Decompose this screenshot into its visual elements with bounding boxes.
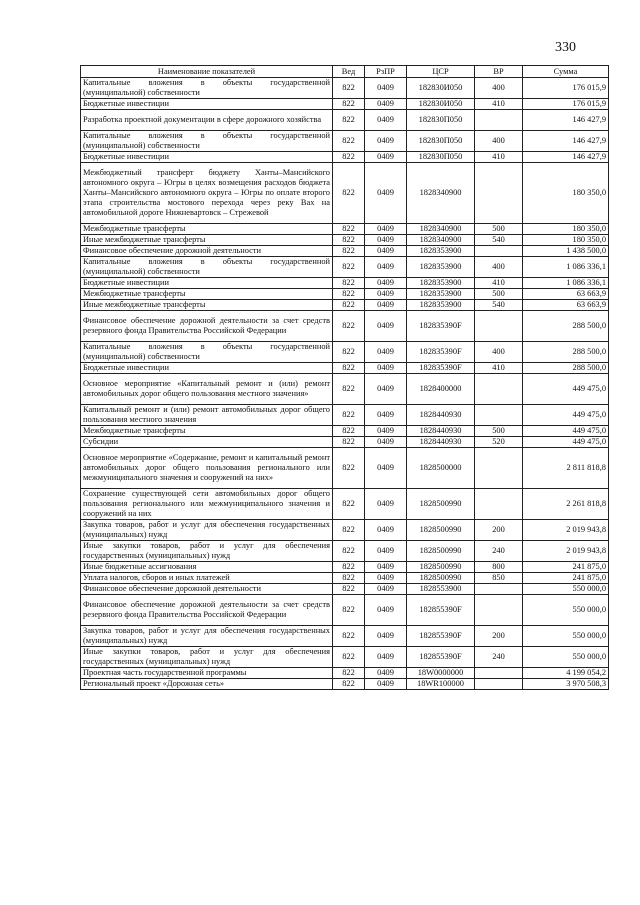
cell-vr: 500 [475, 224, 523, 235]
cell-vr: 410 [475, 99, 523, 110]
cell-vr [475, 668, 523, 679]
cell-ved: 822 [333, 374, 365, 405]
cell-vr [475, 448, 523, 489]
cell-name: Сохранение существующей сети автомобильных дорог общего пользования регионального или межмуниципального значения и сооружений на них [81, 489, 333, 520]
cell-name: Закупка товаров, работ и услуг для обеспечения государственных (муниципальных) нужд [81, 520, 333, 541]
table-row [81, 541, 609, 562]
cell-csr: 18W0000000 [407, 668, 475, 679]
cell-csr: 182830И050 [407, 78, 475, 99]
header-rzpr: РзПР [365, 66, 407, 78]
cell-rzpr: 0409 [365, 342, 407, 363]
cell-ved: 822 [333, 78, 365, 99]
cell-vr [475, 595, 523, 626]
cell-ved: 822 [333, 311, 365, 342]
cell-ved: 822 [333, 300, 365, 311]
table-row [81, 679, 609, 690]
cell-rzpr: 0409 [365, 78, 407, 99]
cell-vr: 850 [475, 573, 523, 584]
cell-vr: 800 [475, 562, 523, 573]
cell-name: Основное мероприятие «Капитальный ремонт и (или) ремонт автомобильных дорог общего пользования местного значения» [81, 374, 333, 405]
cell-vr: 200 [475, 626, 523, 647]
cell-csr: 1828440930 [407, 437, 475, 448]
cell-csr: 1828440930 [407, 405, 475, 426]
cell-csr: 182830И050 [407, 99, 475, 110]
cell-name: Финансовое обеспечение дорожной деятельности за счет средств резервного фонда Правительства Российской Федерации [81, 595, 333, 626]
cell-sum: 1 438 500,0 [523, 246, 609, 257]
cell-ved: 822 [333, 246, 365, 257]
cell-ved: 822 [333, 668, 365, 679]
cell-name: Иные межбюджетные трансферты [81, 235, 333, 246]
cell-vr: 240 [475, 541, 523, 562]
cell-name: Региональный проект «Дорожная сеть» [81, 679, 333, 690]
cell-vr: 240 [475, 647, 523, 668]
cell-vr: 410 [475, 278, 523, 289]
cell-name: Уплата налогов, сборов и иных платежей [81, 573, 333, 584]
cell-vr [475, 246, 523, 257]
cell-vr [475, 489, 523, 520]
cell-name: Иные межбюджетные трансферты [81, 300, 333, 311]
cell-sum: 146 427,9 [523, 131, 609, 152]
cell-rzpr: 0409 [365, 573, 407, 584]
cell-vr [475, 679, 523, 690]
cell-vr: 540 [475, 300, 523, 311]
cell-sum: 3 970 508,3 [523, 679, 609, 690]
table-row [81, 426, 609, 437]
cell-rzpr: 0409 [365, 257, 407, 278]
cell-name: Бюджетные инвестиции [81, 152, 333, 163]
cell-name: Финансовое обеспечение дорожной деятельности [81, 246, 333, 257]
table-row [81, 595, 609, 626]
table-row [81, 573, 609, 584]
cell-sum: 63 663,9 [523, 300, 609, 311]
table-row [81, 363, 609, 374]
cell-sum: 449 475,0 [523, 426, 609, 437]
cell-sum: 180 350,0 [523, 224, 609, 235]
cell-ved: 822 [333, 647, 365, 668]
table-header-row [81, 66, 609, 78]
cell-vr: 520 [475, 437, 523, 448]
cell-csr: 1828500990 [407, 489, 475, 520]
cell-sum: 180 350,0 [523, 163, 609, 224]
cell-sum: 1 086 336,1 [523, 257, 609, 278]
table-row [81, 163, 609, 224]
cell-rzpr: 0409 [365, 520, 407, 541]
cell-sum: 550 000,0 [523, 626, 609, 647]
table-body [81, 78, 609, 690]
cell-name: Бюджетные инвестиции [81, 363, 333, 374]
cell-sum: 2 019 943,8 [523, 541, 609, 562]
cell-csr: 1828500000 [407, 448, 475, 489]
cell-rzpr: 0409 [365, 668, 407, 679]
cell-rzpr: 0409 [365, 541, 407, 562]
cell-csr: 1828340900 [407, 235, 475, 246]
cell-sum: 288 500,0 [523, 311, 609, 342]
table-row [81, 342, 609, 363]
cell-rzpr: 0409 [365, 289, 407, 300]
table-row [81, 405, 609, 426]
table-row [81, 374, 609, 405]
cell-name: Межбюджетный трансферт бюджету Ханты–Мансийского автономного округа – Югры в целях возмещения расходов бюджета Ханты–Мансийского автономного округа – Югры по оплате второго этапа строительства мостового перехода через реку Вах на автомобильной дороге Нижневартовск – Стрежевой [81, 163, 333, 224]
cell-vr [475, 163, 523, 224]
cell-vr: 410 [475, 152, 523, 163]
cell-ved: 822 [333, 99, 365, 110]
cell-rzpr: 0409 [365, 647, 407, 668]
cell-sum: 176 015,9 [523, 78, 609, 99]
table-row [81, 224, 609, 235]
cell-sum: 4 199 054,2 [523, 668, 609, 679]
cell-ved: 822 [333, 289, 365, 300]
cell-name: Иные закупки товаров, работ и услуг для обеспечения государственных (муниципальных) нужд [81, 541, 333, 562]
table-row [81, 278, 609, 289]
cell-vr: 500 [475, 426, 523, 437]
cell-rzpr: 0409 [365, 300, 407, 311]
cell-ved: 822 [333, 152, 365, 163]
table-row [81, 246, 609, 257]
cell-csr: 1828353900 [407, 246, 475, 257]
cell-ved: 822 [333, 573, 365, 584]
cell-sum: 2 261 818,8 [523, 489, 609, 520]
cell-sum: 449 475,0 [523, 405, 609, 426]
page-number: 330 [555, 40, 576, 55]
table-row [81, 131, 609, 152]
cell-sum: 1 086 336,1 [523, 278, 609, 289]
table-row [81, 668, 609, 679]
cell-name: Бюджетные инвестиции [81, 278, 333, 289]
cell-csr: 1828500990 [407, 562, 475, 573]
cell-rzpr: 0409 [365, 131, 407, 152]
cell-vr [475, 311, 523, 342]
cell-sum: 146 427,9 [523, 110, 609, 131]
cell-csr: 182830П050 [407, 110, 475, 131]
cell-csr: 1828353900 [407, 257, 475, 278]
cell-name: Капитальные вложения в объекты государственной (муниципальной) собственности [81, 342, 333, 363]
cell-name: Закупка товаров, работ и услуг для обеспечения государственных (муниципальных) нужд [81, 626, 333, 647]
table-row [81, 626, 609, 647]
cell-ved: 822 [333, 110, 365, 131]
table-row [81, 152, 609, 163]
cell-rzpr: 0409 [365, 235, 407, 246]
cell-sum: 288 500,0 [523, 342, 609, 363]
cell-csr: 1828500990 [407, 573, 475, 584]
cell-sum: 449 475,0 [523, 374, 609, 405]
table-row [81, 437, 609, 448]
cell-vr: 540 [475, 235, 523, 246]
budget-table [80, 65, 609, 690]
cell-vr [475, 405, 523, 426]
table-row [81, 110, 609, 131]
cell-sum: 288 500,0 [523, 363, 609, 374]
cell-name: Капитальный ремонт и (или) ремонт автомобильных дорог общего пользования местного значения [81, 405, 333, 426]
cell-vr [475, 110, 523, 131]
cell-sum: 176 015,9 [523, 99, 609, 110]
table-row [81, 520, 609, 541]
table-row [81, 311, 609, 342]
header-name: Наименование показателей [81, 66, 333, 78]
table-row [81, 300, 609, 311]
cell-sum: 241 875,0 [523, 562, 609, 573]
header-sum: Сумма [523, 66, 609, 78]
cell-csr: 1828340900 [407, 224, 475, 235]
cell-name: Субсидии [81, 437, 333, 448]
cell-name: Межбюджетные трансферты [81, 426, 333, 437]
table-row [81, 584, 609, 595]
table-row [81, 562, 609, 573]
cell-vr: 400 [475, 131, 523, 152]
cell-sum: 2 019 943,8 [523, 520, 609, 541]
cell-csr: 182835390F [407, 342, 475, 363]
cell-name: Капитальные вложения в объекты государственной (муниципальной) собственности [81, 131, 333, 152]
cell-csr: 18WR100000 [407, 679, 475, 690]
cell-ved: 822 [333, 235, 365, 246]
cell-rzpr: 0409 [365, 278, 407, 289]
cell-rzpr: 0409 [365, 437, 407, 448]
cell-name: Финансовое обеспечение дорожной деятельности [81, 584, 333, 595]
cell-sum: 146 427,9 [523, 152, 609, 163]
cell-ved: 822 [333, 448, 365, 489]
cell-ved: 822 [333, 363, 365, 374]
cell-name: Проектная часть государственной программы [81, 668, 333, 679]
cell-rzpr: 0409 [365, 246, 407, 257]
header-ved: Вед [333, 66, 365, 78]
cell-rzpr: 0409 [365, 584, 407, 595]
header-csr: ЦСР [407, 66, 475, 78]
cell-csr: 182835390F [407, 311, 475, 342]
cell-csr: 1828440930 [407, 426, 475, 437]
cell-sum: 550 000,0 [523, 595, 609, 626]
cell-ved: 822 [333, 595, 365, 626]
cell-csr: 1828353900 [407, 289, 475, 300]
cell-vr: 200 [475, 520, 523, 541]
table-row [81, 99, 609, 110]
table-row [81, 448, 609, 489]
cell-rzpr: 0409 [365, 679, 407, 690]
cell-rzpr: 0409 [365, 562, 407, 573]
cell-rzpr: 0409 [365, 595, 407, 626]
cell-name: Разработка проектной документации в сфере дорожного хозяйства [81, 110, 333, 131]
cell-rzpr: 0409 [365, 152, 407, 163]
cell-csr: 182855390F [407, 595, 475, 626]
cell-ved: 822 [333, 541, 365, 562]
table-row [81, 289, 609, 300]
cell-rzpr: 0409 [365, 311, 407, 342]
cell-csr: 1828353900 [407, 278, 475, 289]
cell-ved: 822 [333, 626, 365, 647]
cell-vr: 400 [475, 342, 523, 363]
table-row [81, 78, 609, 99]
cell-sum: 550 000,0 [523, 584, 609, 595]
cell-sum: 2 811 818,8 [523, 448, 609, 489]
cell-ved: 822 [333, 131, 365, 152]
cell-sum: 550 000,0 [523, 647, 609, 668]
cell-rzpr: 0409 [365, 110, 407, 131]
cell-csr: 182855390F [407, 626, 475, 647]
cell-csr: 1828500990 [407, 520, 475, 541]
cell-rzpr: 0409 [365, 426, 407, 437]
cell-rzpr: 0409 [365, 626, 407, 647]
table-row [81, 647, 609, 668]
table-row [81, 489, 609, 520]
cell-rzpr: 0409 [365, 99, 407, 110]
cell-vr: 410 [475, 363, 523, 374]
cell-csr: 182830П050 [407, 152, 475, 163]
cell-rzpr: 0409 [365, 374, 407, 405]
cell-name: Капитальные вложения в объекты государственной (муниципальной) собственности [81, 78, 333, 99]
cell-name: Межбюджетные трансферты [81, 224, 333, 235]
cell-name: Иные бюджетные ассигнования [81, 562, 333, 573]
cell-sum: 63 663,9 [523, 289, 609, 300]
cell-ved: 822 [333, 278, 365, 289]
cell-name: Основное мероприятие «Содержание, ремонт и капитальный ремонт автомобильных дорог общего пользования регионального или межмуниципального значения и сооружений на них» [81, 448, 333, 489]
cell-vr [475, 374, 523, 405]
cell-ved: 822 [333, 584, 365, 595]
table-row [81, 235, 609, 246]
cell-csr: 1828340900 [407, 163, 475, 224]
cell-ved: 822 [333, 163, 365, 224]
table-row [81, 257, 609, 278]
cell-name: Финансовое обеспечение дорожной деятельности за счет средств резервного фонда Правительства Российской Федерации [81, 311, 333, 342]
cell-ved: 822 [333, 405, 365, 426]
cell-csr: 1828500990 [407, 541, 475, 562]
cell-vr: 500 [475, 289, 523, 300]
cell-name: Иные закупки товаров, работ и услуг для обеспечения государственных (муниципальных) нужд [81, 647, 333, 668]
cell-ved: 822 [333, 489, 365, 520]
cell-rzpr: 0409 [365, 489, 407, 520]
cell-vr [475, 584, 523, 595]
cell-ved: 822 [333, 520, 365, 541]
cell-name: Бюджетные инвестиции [81, 99, 333, 110]
cell-sum: 449 475,0 [523, 437, 609, 448]
cell-sum: 180 350,0 [523, 235, 609, 246]
cell-vr: 400 [475, 257, 523, 278]
cell-rzpr: 0409 [365, 224, 407, 235]
cell-ved: 822 [333, 437, 365, 448]
cell-name: Межбюджетные трансферты [81, 289, 333, 300]
cell-csr: 182855390F [407, 647, 475, 668]
cell-ved: 822 [333, 257, 365, 278]
cell-name: Капитальные вложения в объекты государственной (муниципальной) собственности [81, 257, 333, 278]
cell-csr: 1828353900 [407, 300, 475, 311]
cell-ved: 822 [333, 679, 365, 690]
cell-ved: 822 [333, 342, 365, 363]
cell-ved: 822 [333, 224, 365, 235]
cell-csr: 182830П050 [407, 131, 475, 152]
cell-rzpr: 0409 [365, 363, 407, 374]
header-vr: ВР [475, 66, 523, 78]
cell-csr: 1828400000 [407, 374, 475, 405]
cell-rzpr: 0409 [365, 163, 407, 224]
cell-rzpr: 0409 [365, 405, 407, 426]
cell-csr: 1828553900 [407, 584, 475, 595]
cell-ved: 822 [333, 426, 365, 437]
cell-rzpr: 0409 [365, 448, 407, 489]
cell-ved: 822 [333, 562, 365, 573]
cell-vr: 400 [475, 78, 523, 99]
cell-csr: 182835390F [407, 363, 475, 374]
cell-sum: 241 875,0 [523, 573, 609, 584]
